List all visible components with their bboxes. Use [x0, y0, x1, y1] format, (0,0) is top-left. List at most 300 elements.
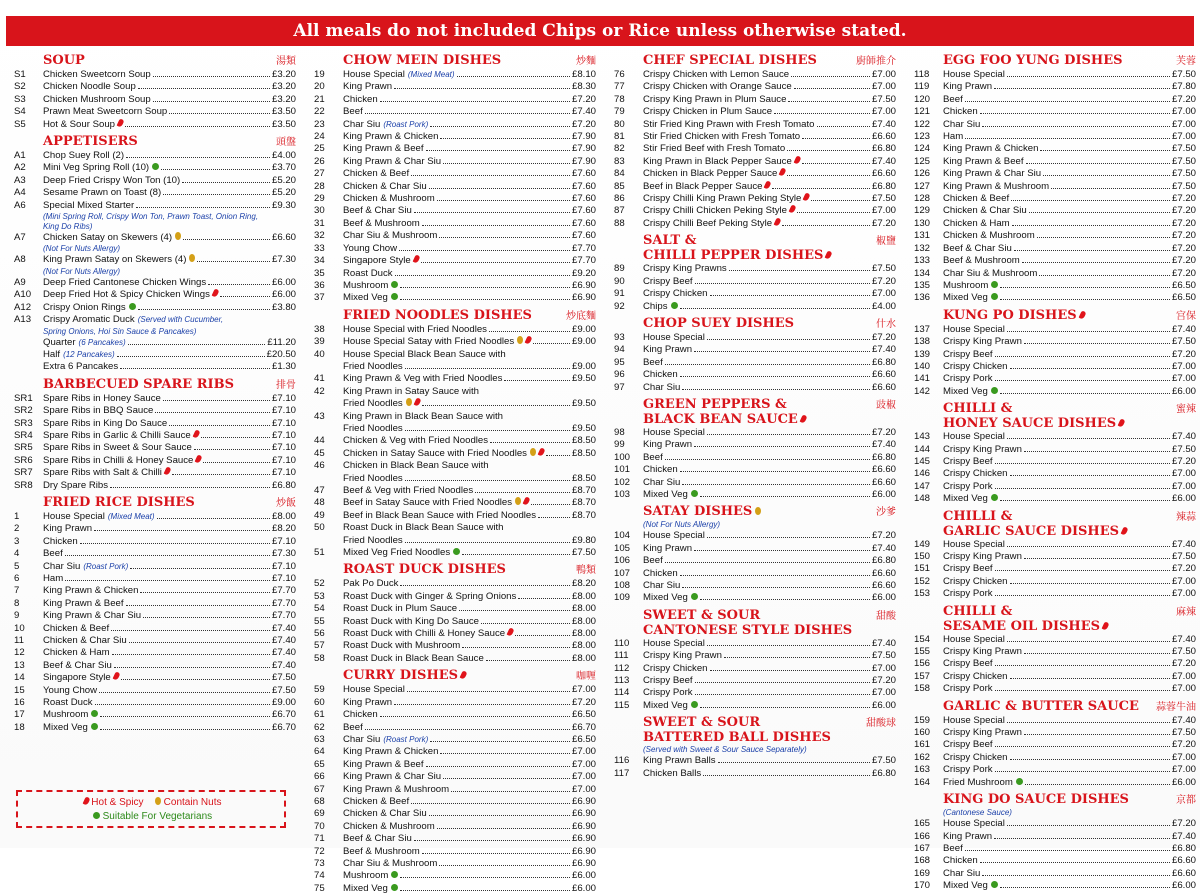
section-chinese-title: 咖喱 — [576, 671, 596, 683]
menu-item — [614, 193, 896, 205]
menu-item — [914, 671, 1196, 683]
section-title — [614, 397, 896, 427]
item-price: £7.40 — [1171, 323, 1196, 335]
dot-leader — [518, 598, 570, 599]
item-price: £7.90 — [571, 143, 596, 155]
menu-item — [914, 292, 1196, 304]
item-price: £7.00 — [1171, 373, 1196, 385]
item-note: (Mini Spring Roll, Crispy Won Ton, Prawn Toast, Onion Ring, — [43, 212, 259, 222]
section-title-text — [943, 401, 1124, 431]
item-number: 163 — [914, 764, 931, 776]
item-name: Roast Duck in Black Bean Sauce with — [343, 522, 504, 534]
item-name: House Special Satay with Fried Noodles — [343, 336, 515, 348]
item-name: Chicken — [643, 369, 678, 381]
item-number: S3 — [14, 93, 26, 105]
item-price: £7.40 — [271, 647, 296, 659]
item-number: 111 — [614, 650, 629, 662]
menu-item — [614, 218, 896, 230]
menu-item — [314, 808, 596, 820]
item-price: £7.20 — [871, 217, 896, 229]
menu-item — [914, 727, 1196, 739]
item-name: Crispy Chicken — [943, 468, 1008, 480]
section-title — [14, 377, 296, 393]
dot-leader — [161, 169, 270, 170]
menu-item — [314, 821, 596, 833]
item-price: £6.60 — [871, 168, 896, 180]
dot-leader — [1029, 212, 1170, 213]
item-name: Fried Noodles — [343, 534, 403, 546]
item-number: 15 — [14, 684, 25, 696]
item-price: £6.00 — [871, 592, 896, 604]
menu-item — [914, 205, 1196, 217]
item-name: King Prawn — [943, 830, 993, 842]
menu-item — [314, 156, 596, 168]
item-number: 32 — [314, 230, 325, 242]
menu-item — [314, 460, 596, 472]
dot-leader — [707, 645, 870, 646]
item-price: £9.00 — [571, 336, 596, 348]
menu-section — [614, 504, 896, 604]
item-price: £7.20 — [871, 530, 896, 542]
item-number: 131 — [914, 230, 931, 242]
item-name: Mini Veg Spring Roll (10) — [43, 162, 150, 174]
item-number: 39 — [314, 336, 325, 348]
item-price: £3.80 — [271, 301, 296, 313]
dot-leader — [380, 101, 570, 102]
menu-item — [614, 464, 896, 476]
dot-leader — [183, 239, 270, 240]
item-number: 118 — [914, 69, 930, 80]
menu-item — [14, 442, 296, 454]
menu-item — [14, 405, 296, 417]
menu-item — [314, 119, 596, 131]
item-name: House Special — [643, 331, 705, 343]
dot-leader — [440, 753, 570, 754]
item-price: £7.20 — [1171, 193, 1196, 205]
dot-leader — [394, 88, 570, 89]
section-title-text — [643, 233, 831, 263]
dot-leader — [407, 691, 570, 692]
item-tag: (Mixed Meat) — [107, 511, 155, 521]
menu-item — [914, 230, 1196, 242]
item-price: £6.90 — [571, 857, 596, 869]
item-number: SR7 — [14, 467, 33, 479]
item-number: 168 — [914, 855, 931, 867]
section-title-line: CHILLI & — [943, 508, 1013, 524]
menu-item — [614, 755, 896, 767]
item-number: 110 — [614, 637, 630, 649]
dot-leader — [1000, 287, 1170, 288]
menu-item — [314, 324, 596, 336]
item-name: Chips — [643, 300, 668, 312]
item-name: Chicken Sweetcorn Soup — [43, 69, 151, 80]
dot-leader — [1007, 331, 1170, 332]
dot-leader — [143, 617, 270, 618]
menu-item — [614, 700, 896, 712]
menu-item — [914, 280, 1196, 292]
dot-leader — [414, 840, 570, 841]
section-title-text — [643, 608, 852, 638]
menu-item — [914, 539, 1196, 551]
menu-item — [14, 232, 296, 244]
dot-leader — [437, 200, 570, 201]
item-price: £7.00 — [1171, 588, 1196, 600]
item-name: Chicken & Beef — [343, 795, 410, 807]
item-price: £6.60 — [871, 369, 896, 381]
item-number: 72 — [314, 845, 325, 857]
menu-item — [914, 361, 1196, 373]
menu-item — [914, 243, 1196, 255]
item-price: £7.00 — [571, 684, 596, 696]
dot-leader — [1000, 299, 1170, 300]
dot-leader — [700, 707, 870, 708]
dot-leader — [1040, 150, 1170, 151]
item-name: House Special — [343, 69, 405, 80]
dot-leader — [995, 356, 1170, 357]
item-number: 3 — [14, 535, 20, 547]
dot-leader — [665, 459, 870, 460]
menu-section — [314, 562, 596, 665]
item-name: Young Chow — [43, 684, 98, 696]
item-name: Stir Fried King Prawn with Fresh Tomato — [643, 118, 815, 130]
menu-item — [914, 456, 1196, 468]
dot-leader — [515, 635, 570, 636]
menu-item — [314, 243, 596, 255]
item-name: House Special — [43, 510, 105, 522]
dot-leader — [729, 270, 870, 271]
menu-item — [914, 181, 1196, 193]
section-title-line: EGG FOO YUNG DISHES — [943, 53, 1123, 68]
item-name: Chicken — [643, 567, 678, 579]
vegetarian-icon — [391, 884, 398, 891]
item-price: £6.60 — [871, 131, 896, 143]
section-title-line: GREEN PEPPERS & — [643, 396, 787, 412]
section-chinese-title: 炒麵 — [576, 56, 596, 67]
menu-item — [314, 423, 596, 435]
item-name: House Special — [943, 714, 1005, 726]
section-chinese-title: 湯類 — [276, 56, 296, 67]
item-number: 51 — [314, 547, 325, 559]
item-number: 31 — [314, 217, 325, 229]
item-name: Spare Ribs in Sweet & Sour Sauce — [43, 442, 192, 454]
item-number: 124 — [914, 143, 931, 155]
menu-item — [314, 771, 596, 783]
item-price: £7.00 — [1171, 360, 1196, 372]
item-price: £7.90 — [571, 131, 596, 143]
item-name: King Prawn in Black Pepper Sauce — [643, 155, 792, 167]
item-number: 78 — [614, 93, 625, 105]
item-name: Char Siu — [343, 733, 381, 745]
menu-item — [314, 386, 596, 398]
item-number: 149 — [914, 538, 931, 550]
dot-leader — [157, 518, 270, 519]
item-price: £7.20 — [571, 696, 596, 708]
item-number: 88 — [614, 217, 625, 229]
menu-column-3 — [614, 50, 896, 780]
item-name: Mixed Veg — [943, 493, 988, 505]
item-price: £6.70 — [571, 721, 596, 733]
item-name: Crispy Chicken with Lemon Sauce — [643, 69, 790, 80]
item-price: £7.20 — [1171, 739, 1196, 751]
dot-leader — [680, 376, 870, 377]
menu-item — [14, 697, 296, 709]
menu-item — [14, 175, 296, 187]
dot-leader — [965, 850, 1170, 851]
item-price: £9.50 — [571, 422, 596, 434]
menu-item — [14, 69, 296, 81]
item-name: Beef & Char Siu — [343, 833, 412, 845]
dot-leader — [694, 446, 870, 447]
menu-section — [614, 397, 896, 501]
dot-leader — [710, 295, 870, 296]
item-name: Chicken & Mushroom — [343, 193, 435, 205]
item-price: £7.20 — [871, 275, 896, 287]
item-name: King Prawn Satay on Skewers (4) — [43, 254, 187, 266]
menu-item — [914, 576, 1196, 588]
item-price: £7.60 — [571, 168, 596, 180]
item-number: 44 — [314, 435, 325, 447]
dot-leader — [710, 670, 870, 671]
dot-leader — [121, 679, 270, 680]
item-price: £7.30 — [271, 254, 296, 266]
menu-item — [314, 205, 596, 217]
menu-item — [614, 452, 896, 464]
section-title-line: FRIED RICE DISHES — [43, 494, 195, 510]
dot-leader — [163, 194, 270, 195]
item-number: 24 — [314, 131, 325, 143]
dot-leader — [110, 487, 270, 488]
nut-icon — [406, 398, 412, 406]
item-number: 150 — [914, 551, 931, 562]
dot-leader — [707, 339, 870, 340]
chili-icon — [195, 454, 203, 463]
item-price: £6.60 — [271, 232, 296, 244]
dot-leader — [700, 496, 870, 497]
item-name: House Special — [943, 633, 1005, 645]
dot-leader — [1000, 887, 1170, 888]
item-price: £6.80 — [871, 767, 896, 779]
item-name: Roast Duck — [43, 697, 93, 709]
section-title-text — [943, 604, 1108, 634]
item-number: A7 — [14, 232, 26, 244]
dot-leader — [429, 815, 570, 816]
dot-leader — [439, 865, 570, 866]
dot-leader — [125, 126, 270, 127]
item-number: 76 — [614, 69, 625, 80]
item-price: £7.40 — [1171, 633, 1196, 645]
menu-item — [914, 69, 1196, 81]
section-chinese-title: 什水 — [876, 318, 896, 330]
dot-leader — [787, 175, 870, 176]
item-number: 107 — [614, 567, 631, 579]
section-title-text — [43, 134, 138, 149]
item-price: £7.10 — [271, 573, 296, 584]
item-name: Mixed Veg Fried Noodles — [343, 547, 451, 559]
menu-item — [314, 684, 596, 696]
item-number: 166 — [914, 830, 931, 842]
item-tag: (12 Pancakes) — [63, 349, 115, 359]
item-name: Beef — [943, 93, 963, 105]
dot-leader — [680, 308, 870, 309]
item-number: 8 — [14, 597, 20, 609]
item-price: £7.40 — [271, 635, 296, 647]
item-price: £3.50 — [271, 118, 296, 130]
item-price: £7.20 — [1171, 93, 1196, 105]
dot-leader — [405, 368, 570, 369]
dot-leader — [486, 660, 570, 661]
menu-item — [614, 439, 896, 451]
dot-leader — [995, 570, 1170, 571]
menu-item — [314, 746, 596, 758]
item-name: Mixed Veg — [643, 592, 688, 604]
item-price: £7.20 — [871, 675, 896, 687]
dot-leader — [426, 150, 570, 151]
dot-leader — [462, 554, 570, 555]
menu-item — [614, 369, 896, 381]
dot-leader — [120, 368, 270, 369]
item-number: 49 — [314, 509, 325, 521]
dot-leader — [365, 729, 570, 730]
dot-leader — [182, 182, 270, 183]
chili-icon — [764, 180, 772, 189]
dot-leader — [980, 113, 1170, 114]
item-number: A10 — [14, 289, 32, 301]
item-price: £7.20 — [1171, 255, 1196, 267]
menu-item — [14, 187, 296, 199]
item-price: £7.40 — [1171, 431, 1196, 443]
item-number: 96 — [614, 369, 625, 381]
menu-item — [14, 561, 296, 573]
item-price: £7.10 — [271, 429, 296, 441]
menu-item — [914, 683, 1196, 695]
dot-leader — [817, 126, 870, 127]
menu-item — [614, 301, 896, 313]
item-price: £7.50 — [871, 93, 896, 105]
section-chinese-title: 豉椒 — [876, 399, 896, 411]
item-price: £7.20 — [571, 93, 596, 105]
dot-leader — [114, 667, 270, 668]
section-title — [314, 562, 596, 578]
item-name: House Special — [643, 637, 705, 649]
dot-leader — [694, 550, 870, 551]
item-name: Crispy Beef — [943, 739, 993, 751]
dot-leader — [429, 188, 570, 189]
menu-item — [314, 603, 596, 615]
menu-section — [14, 495, 296, 734]
item-name: Chicken Noodle Soup — [43, 81, 136, 93]
item-price: £6.60 — [871, 567, 896, 579]
item-price: £7.20 — [871, 331, 896, 343]
dot-leader — [422, 405, 570, 406]
item-tag: (6 Pancakes) — [78, 337, 126, 347]
item-name: King Prawn & Beef — [343, 143, 424, 155]
menu-item — [314, 796, 596, 808]
section-chinese-title: 甜酸 — [876, 610, 896, 622]
menu-item — [314, 448, 596, 460]
item-number: 113 — [614, 675, 630, 687]
item-name: King Prawn — [343, 81, 393, 93]
menu-item — [914, 268, 1196, 280]
item-price: £7.60 — [571, 180, 596, 192]
item-number: 64 — [314, 746, 325, 758]
section-title-line-2: GARLIC SAUCE DISHES — [943, 523, 1120, 539]
menu-item — [314, 398, 596, 410]
item-number: 93 — [614, 331, 625, 343]
menu-item — [14, 722, 296, 734]
menu-item — [14, 418, 296, 430]
dot-leader — [128, 344, 266, 345]
item-price: £8.10 — [571, 69, 596, 80]
menu-item — [914, 131, 1196, 143]
item-name: Mushroom — [943, 279, 989, 291]
vegetarian-icon — [691, 701, 698, 708]
menu-item — [14, 314, 296, 326]
item-price: £7.00 — [1171, 131, 1196, 143]
item-price: £6.70 — [271, 709, 296, 721]
item-number: 81 — [614, 131, 625, 143]
section-title — [614, 233, 896, 263]
menu-section — [14, 377, 296, 492]
legend-nuts: Contain Nuts — [163, 797, 222, 808]
item-name: Mixed Veg — [643, 699, 688, 711]
dot-leader — [1010, 583, 1170, 584]
item-name: Beef — [643, 555, 663, 567]
menu-item — [14, 119, 296, 131]
item-price: £9.00 — [271, 697, 296, 709]
dot-leader — [707, 434, 870, 435]
item-number: 98 — [614, 426, 625, 438]
dot-leader — [788, 101, 870, 102]
dot-leader — [1007, 641, 1170, 642]
item-number: 71 — [314, 833, 325, 845]
item-price: £7.10 — [271, 454, 296, 466]
menu-item — [914, 868, 1196, 880]
menu-item — [314, 280, 596, 292]
dot-leader — [138, 88, 270, 89]
item-name: House Special — [643, 426, 705, 438]
dot-leader — [422, 853, 570, 854]
chili-icon — [192, 429, 200, 438]
item-number: SR6 — [14, 454, 33, 466]
menu-item — [914, 563, 1196, 575]
item-number: 75 — [314, 882, 325, 894]
item-price: £6.90 — [571, 845, 596, 857]
section-title — [914, 509, 1196, 539]
item-name: Hot & Sour Soup — [43, 118, 115, 130]
menu-section — [914, 509, 1196, 601]
chili-icon — [1118, 418, 1126, 427]
item-number: 164 — [914, 776, 931, 788]
item-number: 156 — [914, 658, 931, 670]
item-name: King Prawn & Chicken — [943, 143, 1039, 155]
menu-item — [314, 411, 596, 423]
item-number: 57 — [314, 640, 325, 652]
item-name: Char Siu — [943, 118, 981, 130]
dot-leader — [405, 542, 570, 543]
item-price: £8.30 — [571, 81, 596, 93]
menu-section — [614, 233, 896, 313]
item-number: A1 — [14, 150, 26, 162]
dot-leader — [457, 76, 570, 77]
section-title-line-2: SESAME OIL DISHES — [943, 618, 1100, 634]
item-name: Mixed Veg — [943, 292, 988, 304]
dot-leader — [682, 389, 870, 390]
dot-leader — [965, 138, 1170, 139]
dot-leader — [395, 275, 570, 276]
item-price: £6.50 — [1171, 279, 1196, 291]
item-name: Crispy Pork — [943, 764, 993, 776]
menu-item — [614, 580, 896, 592]
